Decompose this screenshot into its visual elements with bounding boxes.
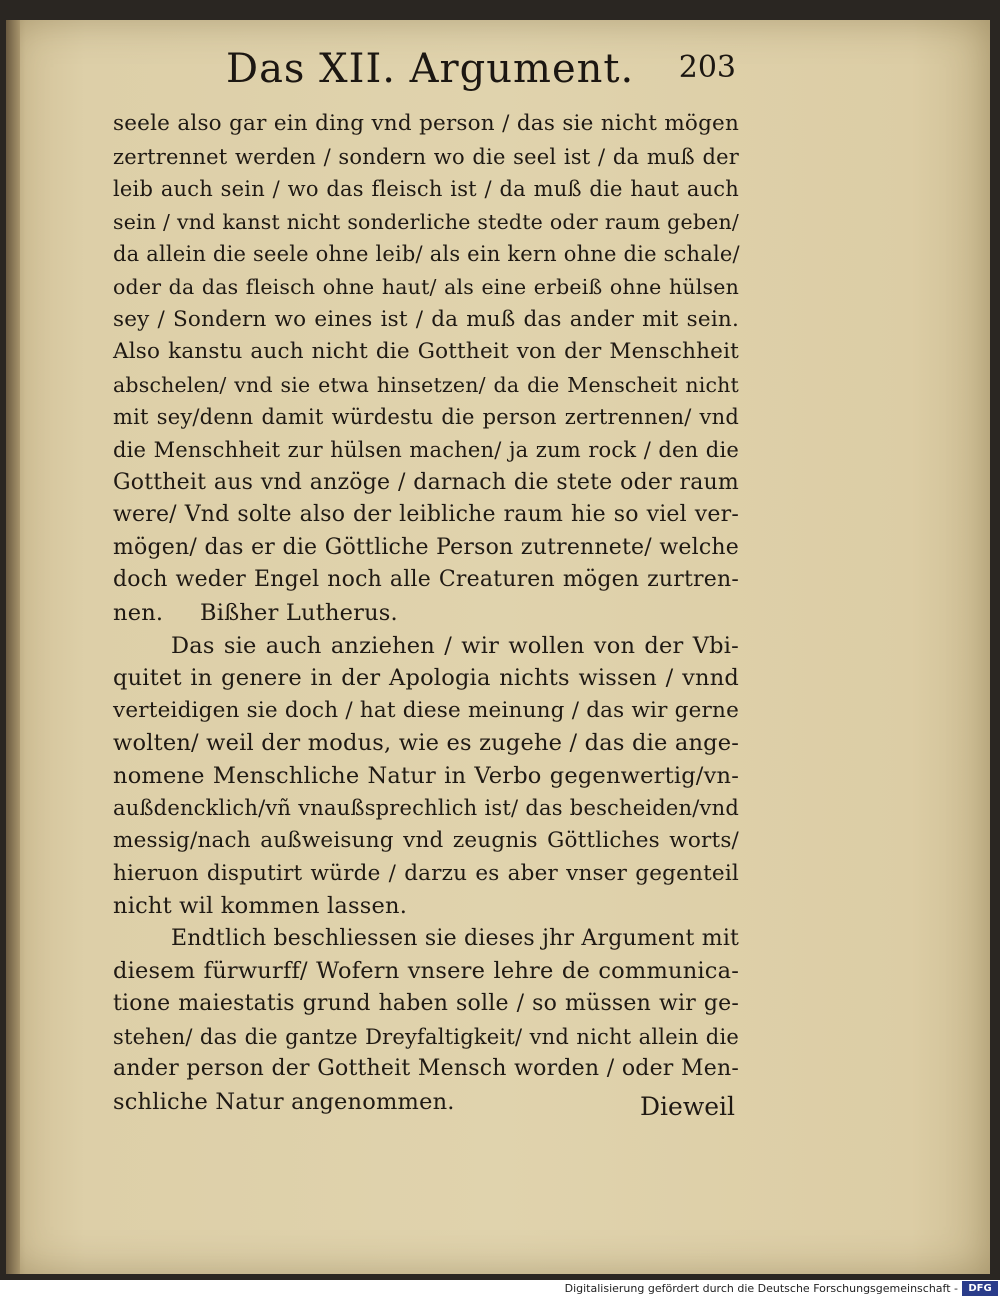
text-line: sey / Sondern wo eines ist / da muß das ander mit sein. — [113, 306, 739, 332]
text-line: Das sie auch anziehen / wir wollen von der Vbi- — [171, 632, 739, 659]
text-line: zertrennet werden / sondern wo die seel ist / da muß der — [113, 144, 739, 169]
text-line: seele also gar ein ding vnd person / das sie nicht mögen — [113, 111, 739, 136]
text-line: messig/nach außweisung vnd zeugnis Göttliches worts/ — [113, 828, 739, 854]
catchword: Dieweil — [640, 1092, 736, 1121]
text-line: doch weder Engel noch alle Creaturen mögen zurtren- — [113, 567, 739, 593]
text-line: sein / vnd kanst nicht sonderliche stedte oder raum geben/ — [113, 209, 739, 234]
text-line: wolten/ weil der modus, wie es zugehe / das die ange- — [113, 730, 740, 757]
text-line: mögen/ das er die Göttliche Person zutrennete/ welche — [113, 534, 739, 560]
text-line: oder da das fleisch ohne haut/ als eine erbeiß ohne hülsen — [113, 274, 739, 299]
text-line: nen. Bißher Lutherus. — [113, 599, 398, 626]
page-header — [226, 46, 736, 106]
running-title: Das XII. Argument. — [226, 46, 635, 92]
page-number: 203 — [678, 50, 736, 85]
text-line: diesem fürwurff/ Wofern vnsere lehre de communica- — [113, 958, 739, 985]
text-line: leib auch sein / wo das fleisch ist / da muß die haut auch — [113, 177, 739, 202]
text-line: ander person der Gottheit Mensch worden / oder Men- — [113, 1056, 739, 1082]
footer-bar — [0, 1280, 1000, 1298]
text-line: außdencklich/vñ vnaußsprechlich ist/ das bescheiden/vnd — [113, 796, 739, 821]
text-line: Endtlich beschliessen sie dieses jhr Argument mit — [171, 925, 740, 951]
text-line: tione maiestatis grund haben solle / so müssen wir ge- — [113, 991, 739, 1017]
text-line: were/ Vnd solte also der leibliche raum hie so viel ver- — [113, 502, 739, 528]
text-line: abschelen/ vnd sie etwa hinsetzen/ da die Menscheit nicht — [113, 372, 739, 397]
text-line: Gottheit aus vnd anzöge / darnach die stete oder raum — [113, 469, 739, 495]
text-line: nomene Menschliche Natur in Verbo gegenwertig/vn- — [113, 762, 739, 789]
text-line: quitet in genere in der Apologia nichts wissen / vnnd — [113, 665, 739, 692]
text-line: da allein die seele ohne leib/ als ein kern ohne die schale/ — [113, 242, 740, 267]
funding-credit: Digitalisierung gefördert durch die Deutsche Forschungsgemeinschaft - — [564, 1282, 958, 1295]
text-line: verteidigen sie doch / hat diese meinung / das wir gerne — [113, 697, 739, 723]
dfg-logo: DFG — [962, 1281, 998, 1296]
body-text — [113, 108, 739, 1118]
page-gutter — [6, 20, 20, 1274]
text-line: mit sey/denn damit würdestu die person zertrennen/ vnd — [113, 405, 739, 430]
text-line: nicht wil kommen lassen. — [113, 893, 408, 920]
text-line: Also kanstu auch nicht die Gottheit von der Menschheit — [113, 339, 739, 365]
text-line: die Menschheit zur hülsen machen/ ja zum rock / den die — [113, 437, 739, 462]
text-line: stehen/ das die gantze Dreyfaltigkeit/ vnd nicht allein die — [113, 1024, 739, 1049]
text-line: hieruon disputirt würde / darzu es aber vnser gegenteil — [113, 860, 739, 886]
text-line: schliche Natur angenommen. — [113, 1088, 455, 1115]
